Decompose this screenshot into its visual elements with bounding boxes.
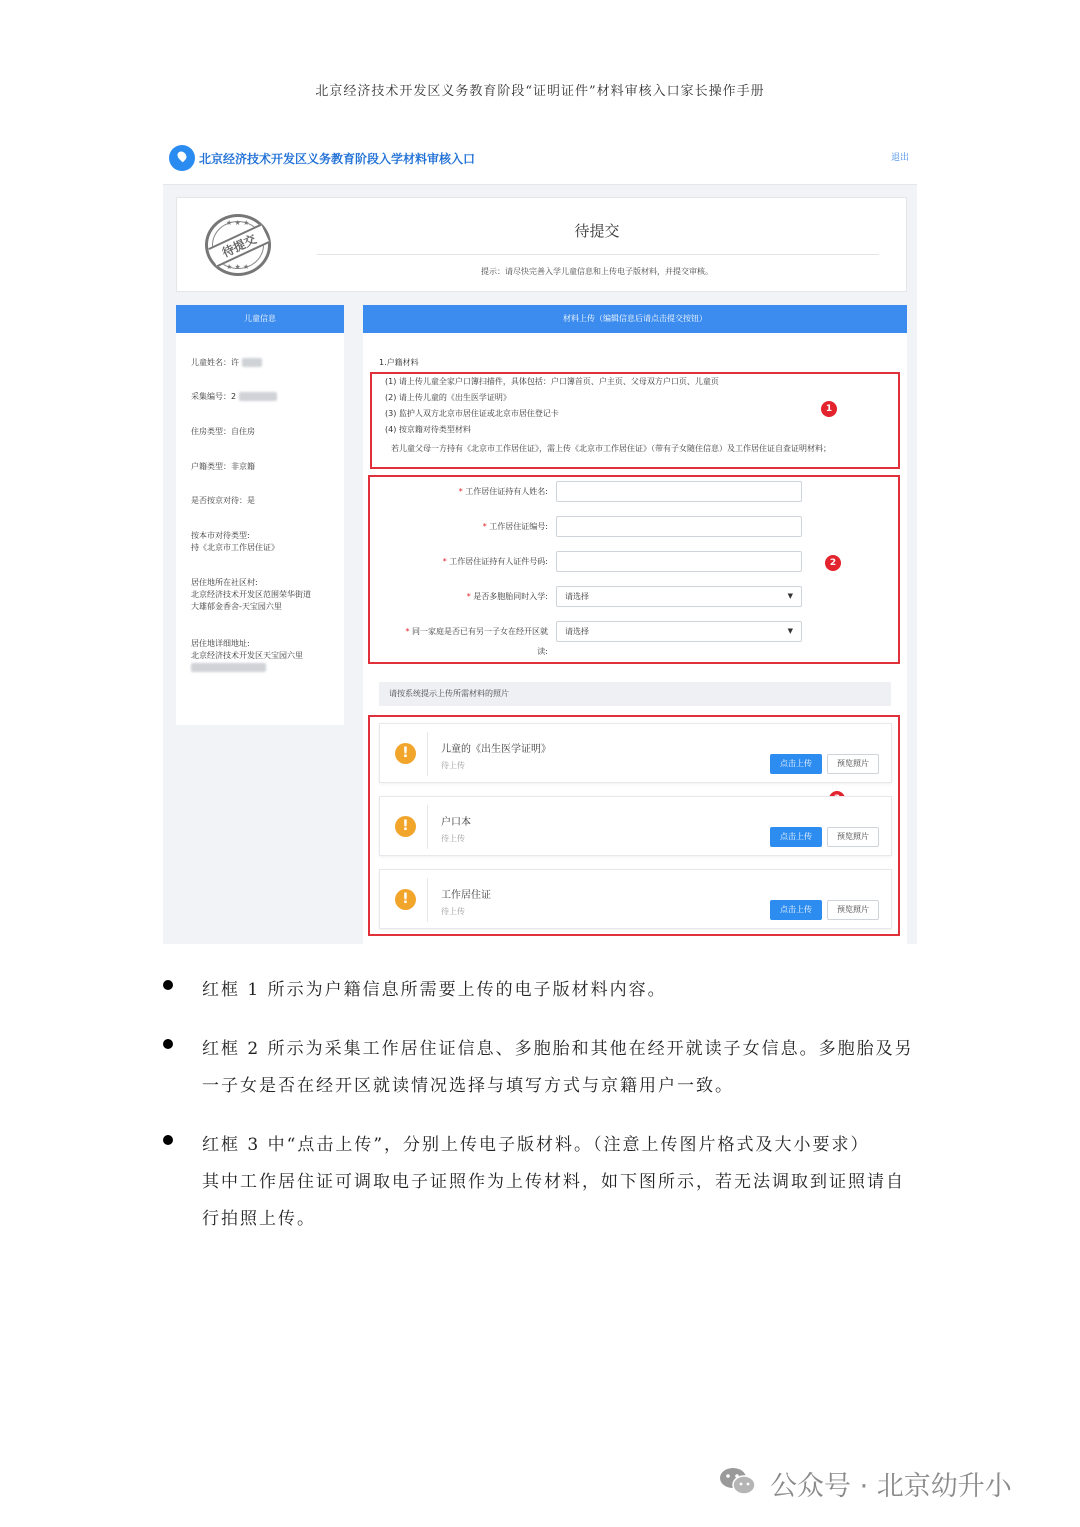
upload-button[interactable]: 点击上传 <box>770 754 822 774</box>
requirement-1: (1) 请上传儿童全家户口簿扫描件，具体包括：户口簿首页、户主页、父母双方户口页、儿童页 <box>385 377 719 386</box>
caret-down-icon: ▼ <box>787 592 793 600</box>
upload-card-birth <box>379 723 892 783</box>
upload-button[interactable]: 点击上传 <box>770 900 822 920</box>
upload-status: 待上传 <box>441 834 465 843</box>
app-title: 北京经济技术开发区义务教育阶段入学材料审核入口 <box>199 152 476 166</box>
upload-button[interactable]: 点击上传 <box>770 827 822 847</box>
warning-icon: ! <box>395 816 416 837</box>
bullet-text: 行拍照上传。 <box>202 1209 316 1229</box>
bullet-text: 红框 2 所示为采集工作居住证信息、多胞胎和其他在经开就读子女信息。多胞胎及另 <box>202 1039 914 1059</box>
upload-card-hukou <box>379 796 892 856</box>
child-info-panel <box>176 305 344 725</box>
bullet-dot <box>163 1039 173 1049</box>
info-row-hukou: 户籍类型：非京籍 <box>191 462 255 471</box>
field-label-cert-no: * 工作居住证编号: <box>482 522 548 531</box>
document-header: 北京经济技术开发区义务教育阶段“证明证件”材料审核入口家长操作手册 <box>315 84 765 99</box>
status-card <box>176 197 907 292</box>
info-row-id: 采集编号：2 <box>191 391 341 403</box>
requirement-note: 若儿童父母一方持有《北京市工作居住证》，需上传《北京市工作居住证》（带有子女随住信息）及工作居住证自查证明材料； <box>391 444 831 453</box>
embedded-screenshot <box>163 133 917 944</box>
field-label-holder-name: * 工作居住证持有人姓名: <box>458 487 548 496</box>
requirement-2: (2) 请上传儿童的《出生医学证明》 <box>385 393 511 402</box>
preview-button[interactable]: 预览照片 <box>827 827 879 847</box>
requirement-4: (4) 按京籍对待类型材料 <box>385 425 471 434</box>
watermark <box>718 1462 1058 1502</box>
status-title: 待提交 <box>574 222 620 240</box>
materials-panel <box>363 305 907 944</box>
child-info-header: 儿童信息 <box>176 305 344 333</box>
upload-title: 儿童的《出生医学证明》 <box>441 744 551 755</box>
upload-title: 工作居住证 <box>441 890 491 901</box>
bullet-text: 其中工作居住证可调取电子证照作为上传材料，如下图所示，若无法调取到证照请自 <box>202 1172 905 1192</box>
warning-icon: ! <box>395 889 416 910</box>
upload-title: 户口本 <box>441 817 471 828</box>
info-row-treat: 是否按京对待：是 <box>191 496 255 505</box>
warning-icon: ! <box>395 743 416 764</box>
bullet-dot <box>163 1135 173 1145</box>
cert-number-input[interactable] <box>556 516 802 537</box>
upload-tip: 请按系统提示上传所需材料的照片 <box>379 682 891 706</box>
status-hint: 提示：请尽快完善入学儿童信息和上传电子版材料，并提交审核。 <box>481 267 713 276</box>
info-row-community: 居住地所在社区村: 北京经济技术开发区范围荣华街道 大雄郁金香舍-天宝园六里 <box>191 578 311 611</box>
sibling-select[interactable]: 请选择 ▼ <box>556 621 802 642</box>
stamp-seal-icon: ★ ★ ★ ★ ★ ★ 待提交 <box>205 214 271 276</box>
requirement-3: (3) 监护人双方北京市居住证或北京市居住登记卡 <box>385 409 559 418</box>
section-title: 1.户籍材料 <box>379 358 419 367</box>
multiple-birth-select[interactable]: 请选择 ▼ <box>556 586 802 607</box>
info-row-address: 居住地详细地址: 北京经济技术开发区天宝园六里 <box>191 638 341 674</box>
upload-card-work-permit <box>379 869 892 929</box>
wechat-icon <box>718 1466 758 1496</box>
upload-status: 待上传 <box>441 761 465 770</box>
info-row-housing: 住房类型：自住房 <box>191 427 255 436</box>
field-label-multiple: * 是否多胞胎同时入学: <box>466 592 548 601</box>
badge-1: 1 <box>821 401 837 417</box>
location-pin-icon <box>169 145 195 171</box>
field-label-holder-id: * 工作居住证持有人证件号码: <box>442 557 548 566</box>
bullet-dot <box>163 980 173 990</box>
info-row-name: 儿童姓名：许 <box>191 357 341 369</box>
app-topbar <box>163 133 917 185</box>
field-label-sibling: * 同一家庭是否已有另一子女在经开区就 <box>405 627 548 636</box>
logout-link[interactable]: 退出 <box>890 153 909 163</box>
field-label-sibling-cont: 读: <box>537 647 548 656</box>
upload-status: 待上传 <box>441 907 465 916</box>
watermark-text: 公众号 · 北京幼升小 <box>770 1471 1012 1502</box>
holder-id-input[interactable] <box>556 551 802 572</box>
bullet-text: 红框 1 所示为户籍信息所需要上传的电子版材料内容。 <box>202 980 667 1000</box>
info-row-treat-type: 按本市对待类型: 持《北京市工作居住证》 <box>191 531 279 552</box>
materials-header: 材料上传（编辑信息后请点击提交按钮） <box>363 305 907 333</box>
stamp-label: 待提交 <box>208 224 269 268</box>
bullet-text: 一子女是否在经开区就读情况选择与填写方式与京籍用户一致。 <box>202 1076 734 1096</box>
preview-button[interactable]: 预览照片 <box>827 754 879 774</box>
badge-2: 2 <box>825 555 841 571</box>
bullet-text: 红框 3 中“点击上传”，分别上传电子版材料。（注意上传图片格式及大小要求） <box>202 1135 870 1155</box>
preview-button[interactable]: 预览照片 <box>827 900 879 920</box>
caret-down-icon: ▼ <box>787 627 793 635</box>
holder-name-input[interactable] <box>556 481 802 502</box>
divider <box>317 254 879 255</box>
